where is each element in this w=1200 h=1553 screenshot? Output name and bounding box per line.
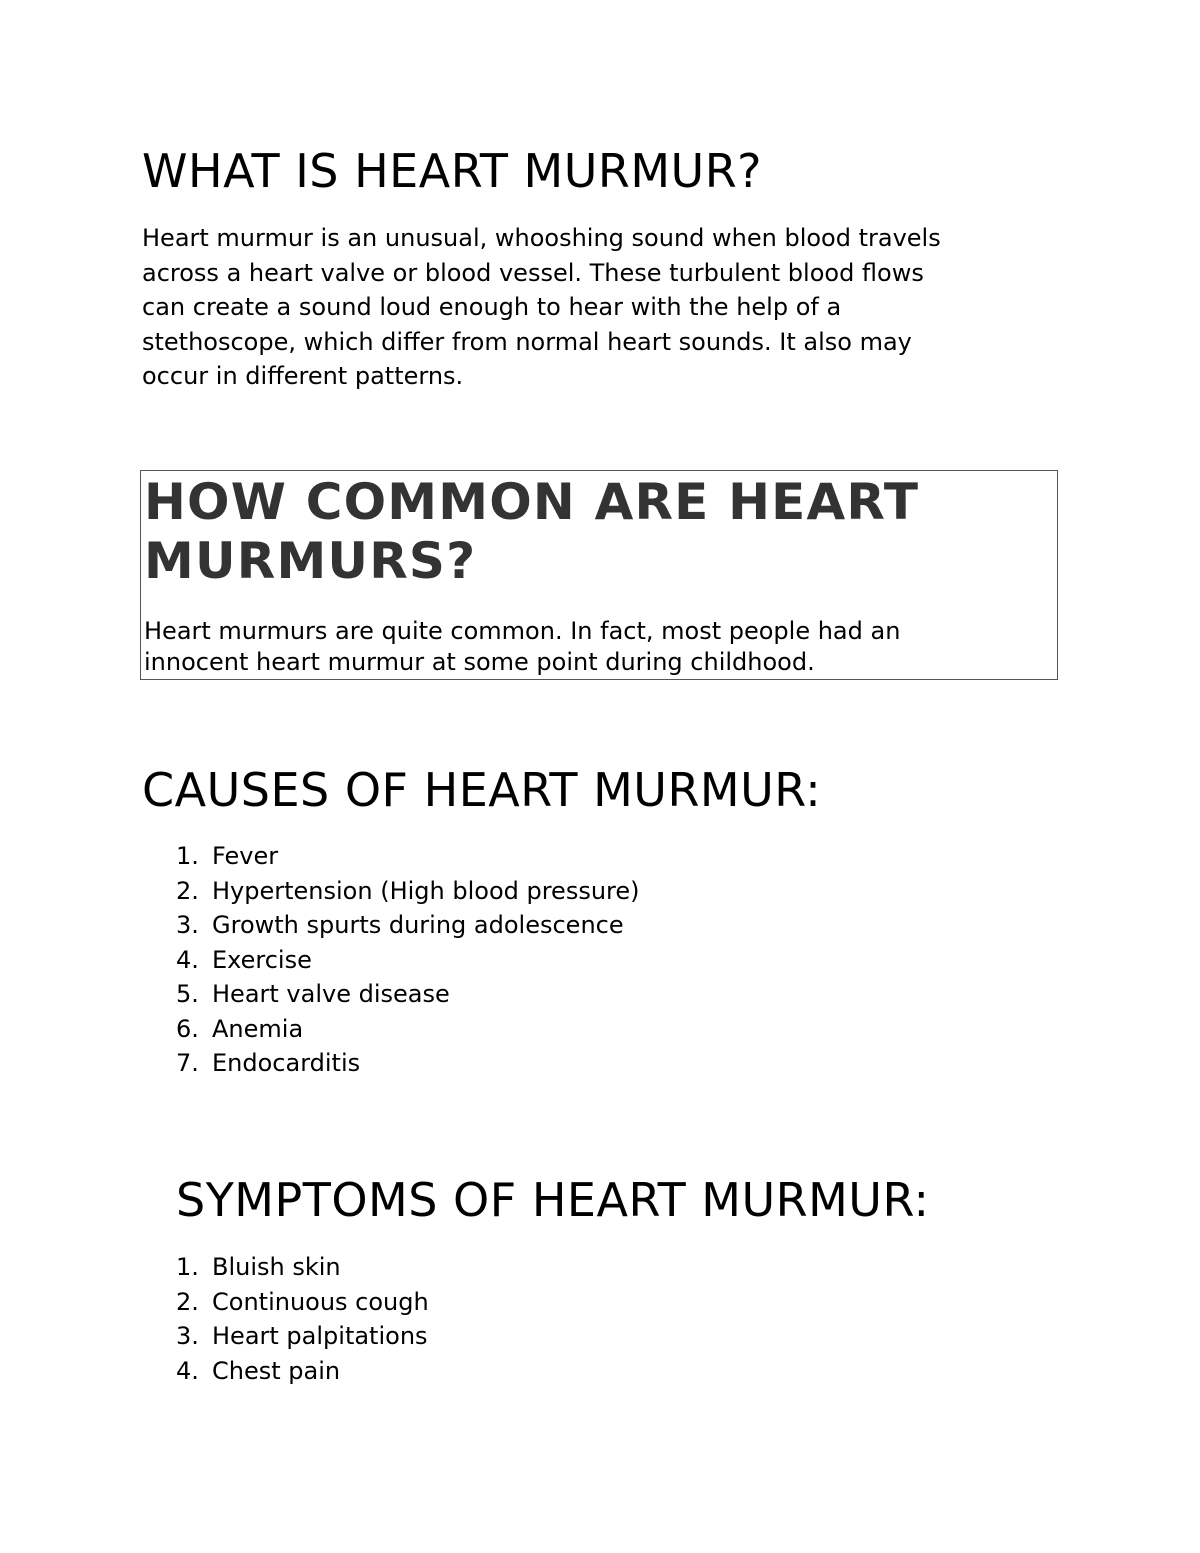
list-number: 2. [176, 876, 199, 905]
list-item [176, 839, 640, 874]
list-item-text: Continuous cough [212, 1287, 429, 1316]
list-number: 3. [176, 911, 199, 939]
list-item [176, 1354, 429, 1389]
list-item [176, 908, 640, 943]
paragraph-what-is [142, 221, 1072, 394]
how-common-box [140, 470, 1058, 680]
list-number: 1. [176, 1253, 199, 1281]
paragraph-line: Heart murmurs are quite common. In fact, most people had an [144, 617, 901, 645]
list-item-text: Exercise [212, 945, 312, 974]
list-item-text: Anemia [212, 1014, 304, 1043]
heading-line: HOW COMMON ARE HEART [144, 473, 920, 531]
paragraph-line: across a heart valve or blood vessel. These turbulent blood flows [142, 258, 924, 287]
list-item-text: Fever [212, 842, 279, 870]
heading-how-common [144, 473, 919, 591]
list-item-text: Growth spurts during adolescence [212, 911, 624, 939]
list-item [176, 1012, 640, 1047]
list-number: 4. [176, 945, 199, 974]
list-item-text: Heart valve disease [212, 980, 450, 1008]
list-number: 6. [176, 1014, 199, 1043]
list-item-text: Heart palpitations [212, 1322, 428, 1350]
heading-causes: CAUSES OF HEART MURMUR: [142, 763, 822, 817]
list-number: 2. [176, 1287, 199, 1316]
paragraph-line: occur in different patterns. [142, 362, 464, 390]
paragraph-line: stethoscope, which differ from normal heart sounds. It also may [142, 327, 912, 356]
list-number: 4. [176, 1356, 199, 1385]
paragraph-line: innocent heart murmur at some point during childhood. [144, 648, 815, 676]
paragraph-line: can create a sound loud enough to hear with the help of a [142, 293, 842, 321]
list-item [176, 943, 640, 978]
list-item-text: Hypertension (High blood pressure) [212, 876, 640, 905]
paragraph-line: Heart murmur is an unusual, whooshing sound when blood travels [142, 224, 941, 252]
list-item [176, 977, 640, 1012]
list-item-text: Bluish skin [212, 1253, 341, 1281]
list-item [176, 874, 640, 909]
list-item [176, 1046, 640, 1081]
list-item-text: Chest pain [212, 1356, 341, 1385]
heading-what-is-heart-murmur: WHAT IS HEART MURMUR? [142, 144, 763, 198]
list-number: 7. [176, 1049, 199, 1077]
paragraph-how-common [144, 616, 1049, 678]
heading-line: MURMURS? [144, 532, 477, 590]
list-item-text: Endocarditis [212, 1049, 361, 1077]
list-number: 5. [176, 980, 199, 1008]
list-item [176, 1319, 429, 1354]
heading-symptoms: SYMPTOMS OF HEART MURMUR: [176, 1173, 930, 1227]
list-number: 3. [176, 1322, 199, 1350]
list-number: 1. [176, 842, 199, 870]
causes-list [176, 839, 640, 1081]
list-item [176, 1250, 429, 1285]
list-item [176, 1285, 429, 1320]
symptoms-list [176, 1250, 429, 1388]
